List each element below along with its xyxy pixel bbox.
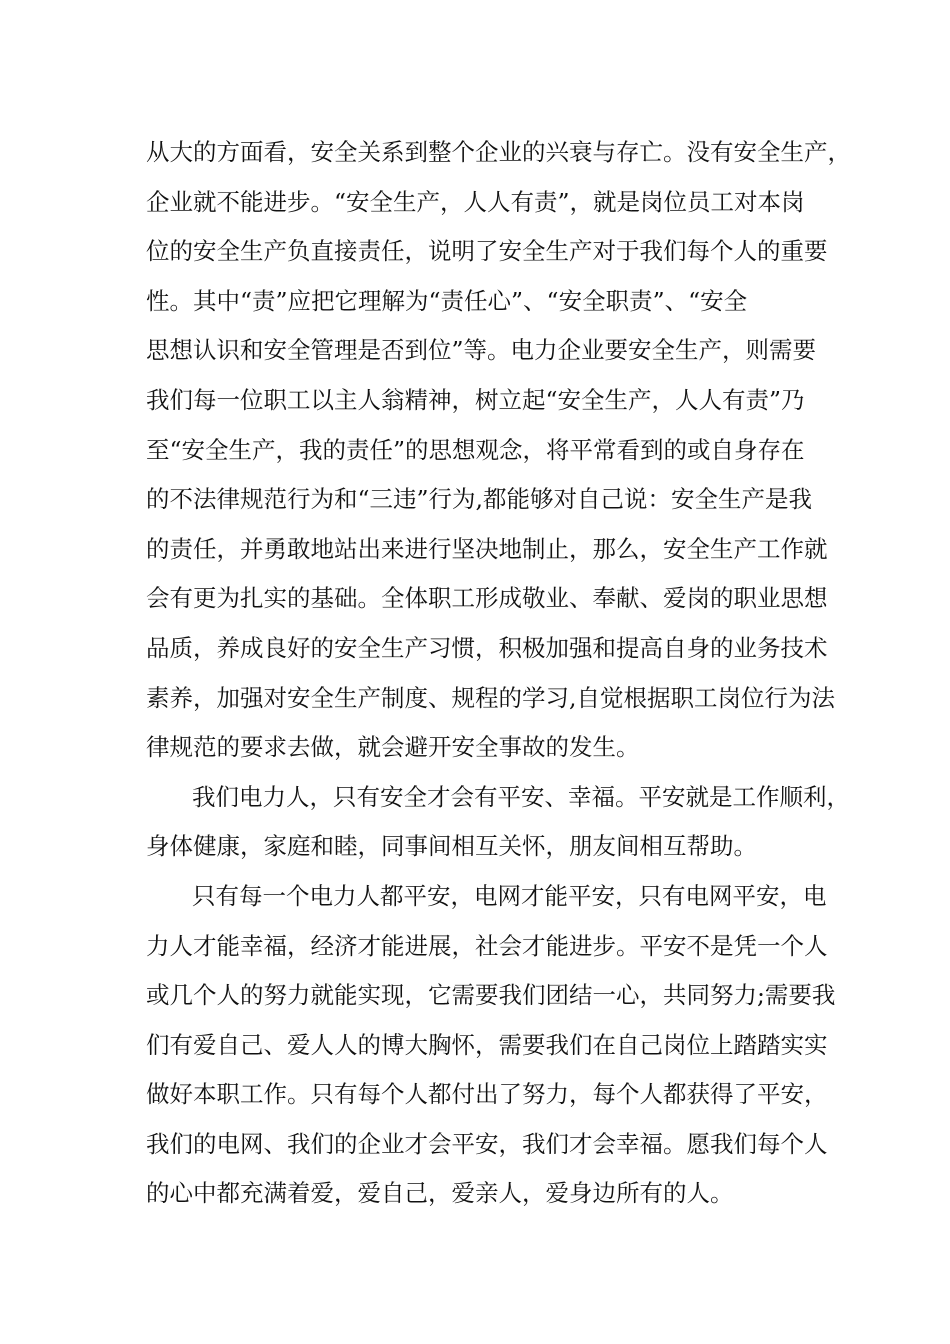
text-line: 我们的电网、我们的企业才会平安，我们才会幸福。愿我们每个人 [146,1129,828,1158]
text-line: 我们每一位职工以主人翁精神，树立起“安全生产，人人有责”乃 [146,385,805,414]
text-line: 性。其中“责”应把它理解为“责任心”、“安全职责”、“安全 [146,286,748,315]
text-line: 位的安全生产负直接责任，说明了安全生产对于我们每个人的重要 [146,237,828,266]
text-line: 身体健康，家庭和睦，同事间相互关怀，朋友间相互帮助。 [146,832,757,861]
text-line: 会有更为扎实的基础。全体职工形成敬业、奉献、爱岗的职业思想 [146,584,828,613]
text-line: 们有爱自己、爱人人的博大胸怀，需要我们在自己岗位上踏踏实实 [146,1030,828,1059]
text-line: 的心中都充满着爱，爱自己，爱亲人，爱身边所有的人。 [146,1179,734,1208]
paragraph-2 [146,773,850,872]
paragraph-1 [146,128,851,773]
text-line: 素养，加强对安全生产制度、规程的学习,自觉根据职工岗位行为法 [146,683,835,712]
text-line: 从大的方面看，安全关系到整个企业的兴衰与存亡。没有安全生产， [146,138,851,166]
text-line-indented: 我们电力人，只有安全才会有平安、幸福。平安就是工作顺利， [192,782,850,811]
document-body [146,128,851,1219]
text-line: 至“安全生产，我的责任”的思想观念，将平常看到的或自身存在 [146,435,805,464]
text-line: 或几个人的努力就能实现，它需要我们团结一心，共同努力;需要我 [146,981,836,1010]
paragraph-3 [146,872,836,1219]
text-line: 品质，养成良好的安全生产习惯，积极加强和提高自身的业务技术 [146,633,828,662]
text-line: 律规范的要求去做，就会避开安全事故的发生。 [146,733,640,762]
text-line: 的不法律规范行为和“三违”行为,都能够对自己说：安全生产是我 [146,485,812,514]
text-line: 做好本职工作。只有每个人都付出了努力，每个人都获得了平安， [146,1080,828,1109]
text-line: 力人才能幸福，经济才能进展，社会才能进步。平安不是凭一个人 [146,931,828,960]
text-line-indented: 只有每一个电力人都平安，电网才能平安，只有电网平安，电 [192,881,827,910]
text-line: 的责任，并勇敢地站出来进行坚决地制止，那么，安全生产工作就 [146,534,828,563]
text-line: 企业就不能进步。“安全生产，人人有责”，就是岗位员工对本岗 [146,187,805,216]
text-line: 思想认识和安全管理是否到位”等。电力企业要安全生产，则需要 [146,336,817,365]
